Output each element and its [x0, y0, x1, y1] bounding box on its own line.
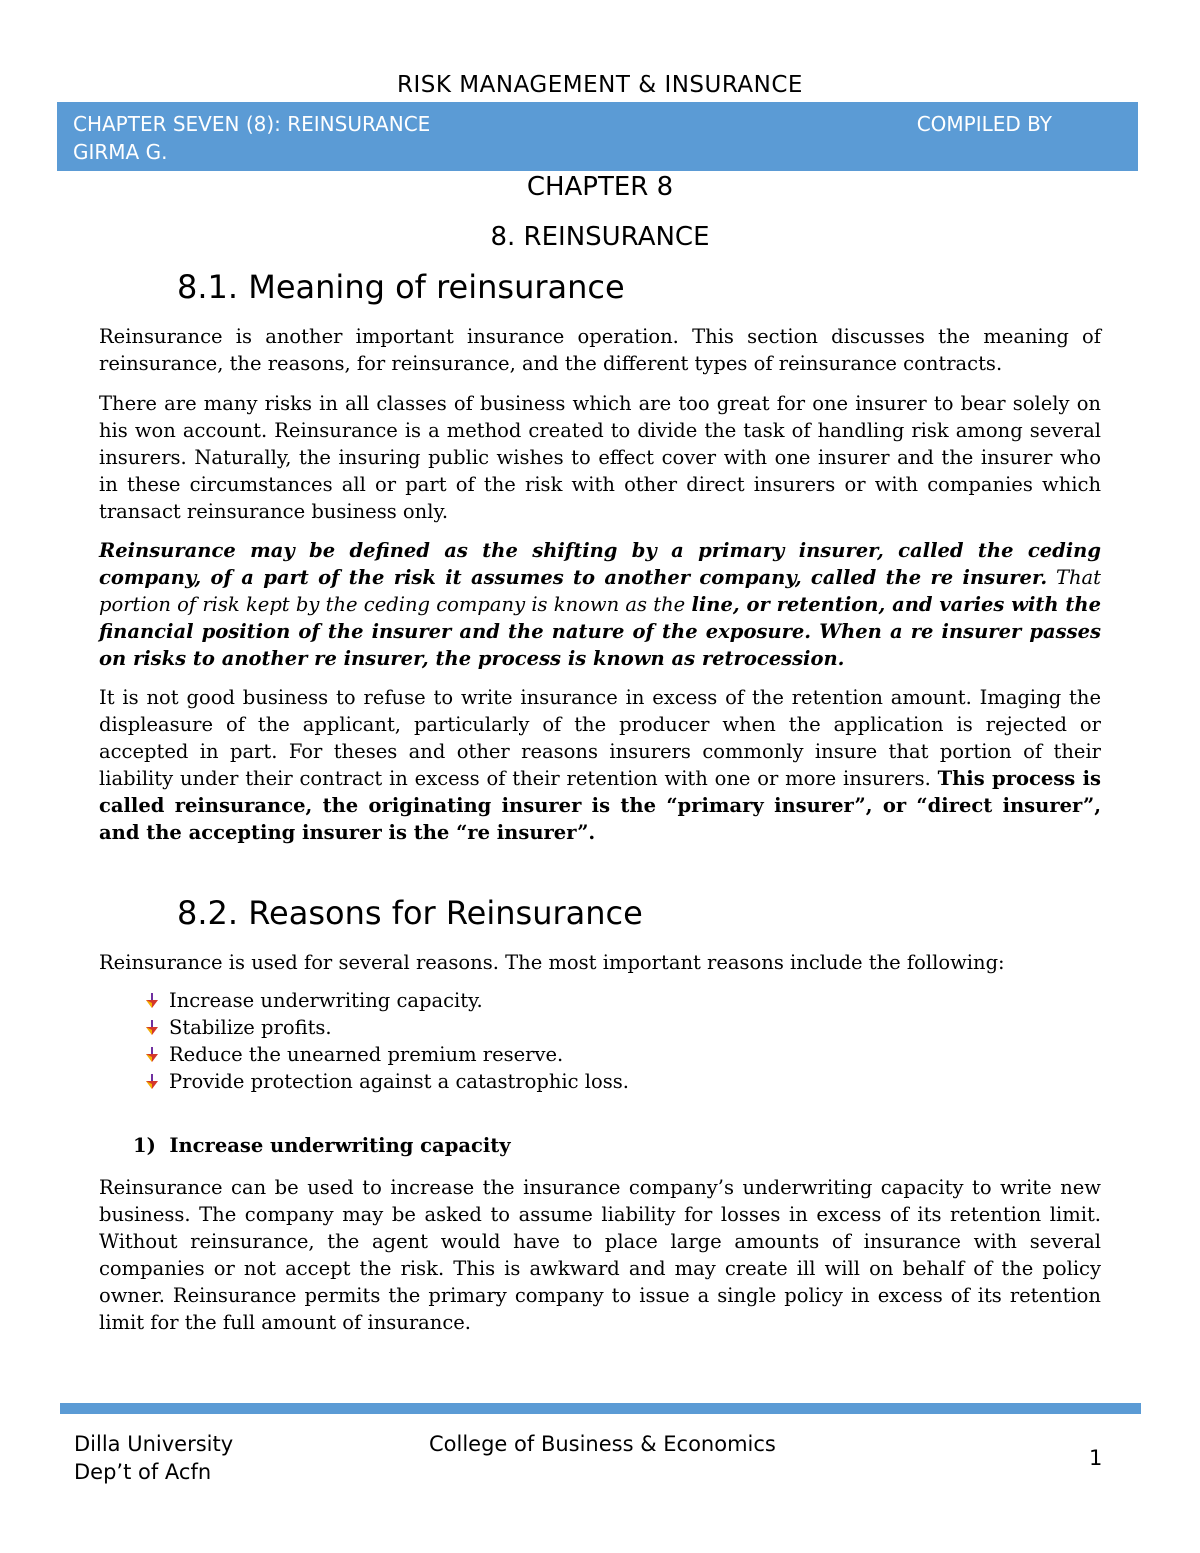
- header-compiled-by: COMPILED BY: [916, 112, 1052, 136]
- list-item-label: Reduce the unearned premium reserve.: [169, 1043, 564, 1066]
- footer-left: [74, 1430, 233, 1486]
- paragraph-reasons-intro: [99, 949, 1101, 976]
- list-item: [143, 987, 629, 1014]
- definition-italic-text: That portion of risk kept by the ceding company is known as the: [99, 566, 1101, 616]
- section-heading-reasons: 8.2. Reasons for Reinsurance: [177, 894, 643, 932]
- definition-retention-text: line, or retention, and varies with the financial position of the insurer and the nature of the exposure. When a re insurer passes on risks to another re insurer, the process is known as retrocession.: [99, 593, 1101, 670]
- header-band: [57, 102, 1138, 171]
- chapter-label: CHAPTER 8: [526, 172, 674, 202]
- chapter-title: 8. REINSURANCE: [490, 222, 710, 252]
- paragraph-intro: [99, 323, 1101, 377]
- footer-college: College of Business & Economics: [429, 1432, 776, 1456]
- page-number: 1: [1089, 1446, 1103, 1470]
- paragraph-capacity: [99, 1174, 1101, 1336]
- business-text: It is not good business to refuse to write insurance in excess of the retention amount. Imaging the displeasure of the applicant, particularly of the producer when the application is rejected or accepted in part. For theses and other reasons insurers commonly insure that portion of their liability under their contract in excess of their retention with one or more insurers.: [99, 686, 1101, 790]
- paragraph-definition: [99, 537, 1101, 672]
- list-item: [143, 1041, 629, 1068]
- footer-university: Dilla University: [74, 1432, 234, 1456]
- reasons-list: [143, 987, 629, 1095]
- subsection-heading-capacity: 1) Increase underwriting capacity: [133, 1134, 511, 1157]
- paragraph-text: Reinsurance can be used to increase the insurance company’s underwriting capacity to write new business. The company may be asked to assume liability for losses in excess of its retention limit. Without reinsurance, the agent would have to place large amounts of insurance with several companies or not accept the risk. This is awkward and may create ill will on behalf of the policy owner. Reinsurance permits the primary company to issue a single policy in excess of its retention limit for the full amount of insurance.: [99, 1176, 1101, 1334]
- header-chapter-label: CHAPTER SEVEN (8): REINSURANCE: [73, 112, 431, 136]
- list-item-label: Provide protection against a catastrophic loss.: [169, 1070, 629, 1093]
- definition-bold-text: Reinsurance may be defined as the shifting by a primary insurer, called the ceding company, of a part of the risk it assumes to another company, called the re insurer.: [99, 539, 1101, 589]
- list-item: [143, 1014, 629, 1041]
- footer-divider: [60, 1403, 1141, 1414]
- header-author: GIRMA G.: [73, 140, 168, 164]
- section-heading-meaning: 8.1. Meaning of reinsurance: [177, 268, 625, 306]
- business-bold-text: This process is called reinsurance, the originating insurer is the “primary insurer”, or “direct insurer”, and the accepting insurer is the “re insurer”.: [99, 767, 1101, 844]
- paragraph-text: Reinsurance is used for several reasons. The most important reasons include the following:: [99, 951, 1005, 974]
- list-item-label: Increase underwriting capacity.: [169, 989, 483, 1012]
- running-header-title: RISK MANAGEMENT & INSURANCE: [397, 72, 803, 98]
- paragraph-business: [99, 684, 1101, 846]
- paragraph-text: Reinsurance is another important insurance operation. This section discusses the meaning of reinsurance, the reasons, for reinsurance, and the different types of reinsurance contracts.: [99, 325, 1101, 375]
- list-item-label: Stabilize profits.: [169, 1016, 332, 1039]
- footer-department: Dep’t of Acfn: [74, 1460, 212, 1484]
- arrow-bullet-icon: [143, 992, 161, 1010]
- paragraph-risks: [99, 390, 1101, 525]
- arrow-bullet-icon: [143, 1019, 161, 1037]
- arrow-bullet-icon: [143, 1073, 161, 1091]
- paragraph-text: There are many risks in all classes of business which are too great for one insurer to bear solely on his won account. Reinsurance is a method created to divide the task of handling risk among several insurers. Naturally, the insuring public wishes to effect cover with one insurer and the insurer who in these circumstances all or part of the risk with other direct insurers or with companies which transact reinsurance business only.: [99, 392, 1101, 523]
- arrow-bullet-icon: [143, 1046, 161, 1064]
- list-item: [143, 1068, 629, 1095]
